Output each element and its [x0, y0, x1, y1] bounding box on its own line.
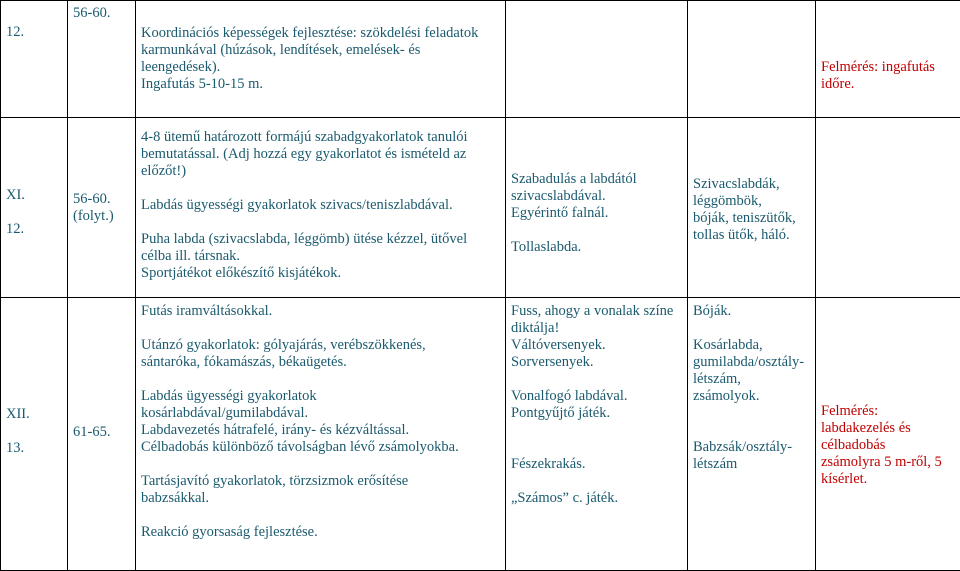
methods-cell: Fuss, ahogy a vonalak színe diktálja! Váltóversenyek. Sorversenyek. Vonalfogó labdával. Pontgyűjtő játék. Fészekrakás. „Számos” c. játék. [506, 298, 688, 571]
assessment-cell [816, 118, 960, 298]
hours-cell: 56-60. [68, 1, 136, 118]
content-cell [136, 118, 506, 298]
content-paragraph: Utánzó gyakorlatok: gólyajárás, verébszökkenés, sántaróka, fókamászás, békaügetés. [141, 337, 500, 371]
equipment-cell [688, 1, 816, 118]
content-paragraph: 4-8 ütemű határozott formájú szabadgyakorlatok tanulói bemutatással. (Adj hozzá egy gyakorlatot és ismételd az előzőt!) [141, 129, 500, 180]
hours-cell: 56-60. (folyt.) [68, 118, 136, 298]
content-paragraph: Reakció gyorsaság fejlesztése. [141, 524, 500, 541]
content-cell [136, 298, 506, 571]
week-cell: XI. 12. [1, 118, 68, 298]
content-paragraph: Labdás ügyességi gyakorlatok szivacs/teniszlabdával. [141, 197, 500, 214]
content-paragraph: Koordinációs képességek fejlesztése: szökdelési feladatok karmunkával (húzások, lendítések, emelések- és leengedések). Ingafutás 5-10-15 m. [141, 25, 500, 93]
methods-cell [506, 1, 688, 118]
week-cell: XII. 13. [1, 298, 68, 571]
content-cell [136, 1, 506, 118]
table-row [1, 298, 960, 571]
content-paragraph: Puha labda (szivacslabda, léggömb) ütése kézzel, ütővel célba ill. társnak. Sportjátékot előkészítő kisjátékok. [141, 231, 500, 282]
equipment-cell: Bóják. Kosárlabda, gumilabda/osztály- létszám, zsámolyok. Babzsák/osztály- létszám [688, 298, 816, 571]
equipment-cell: Szivacslabdák, léggömbök, bóják, teniszütők, tollas ütők, háló. [688, 118, 816, 298]
methods-cell: Szabadulás a labdától szivacslabdával. Egyérintő falnál. Tollaslabda. [506, 118, 688, 298]
hours-cell: 61-65. [68, 298, 136, 571]
content-paragraph: Futás iramváltásokkal. [141, 303, 500, 320]
table-row [1, 118, 960, 298]
content-paragraph: Labdás ügyességi gyakorlatok kosárlabdával/gumilabdával. Labdavezetés hátrafelé, irány- és kézváltással. Célbadobás különböző távolságban lévő zsámolyokba. [141, 388, 500, 456]
table-row [1, 1, 960, 118]
week-cell: 12. [1, 1, 68, 118]
assessment-cell: Felmérés: labdakezelés és célbadobás zsámolyra 5 m-ről, 5 kísérlet. [816, 298, 960, 571]
assessment-cell: Felmérés: ingafutás időre. [816, 1, 960, 118]
content-paragraph: Tartásjavító gyakorlatok, törzsizmok erősítése babzsákkal. [141, 473, 500, 507]
